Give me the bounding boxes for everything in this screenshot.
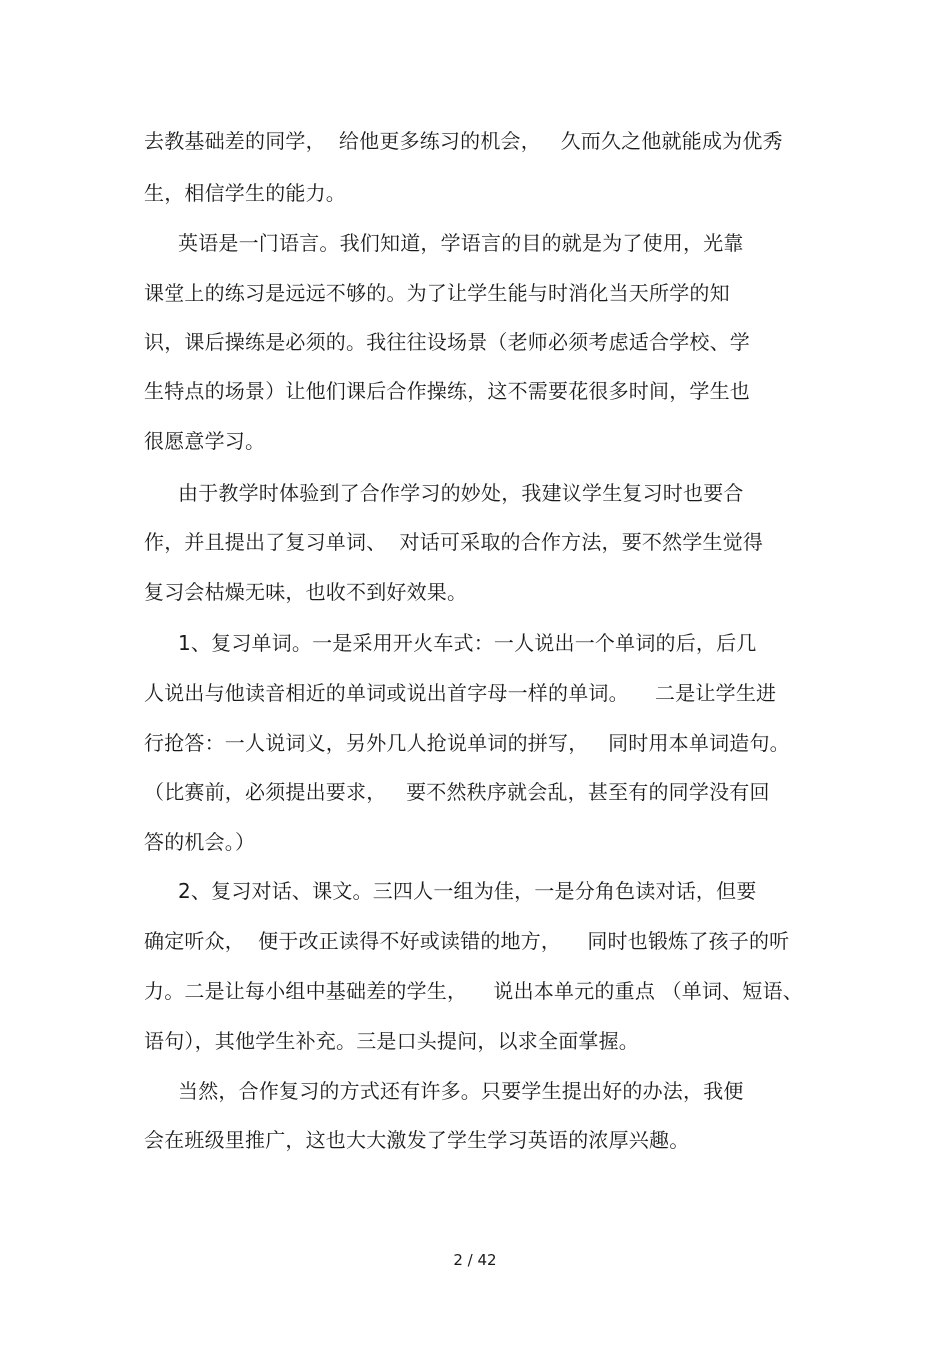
paragraph-1-line-1: 去教基础差的同学， 给他更多练习的机会， 久而久之他就能成为优秀: [144, 129, 783, 153]
paragraph-6-line-1: 当然，合作复习的方式还有许多。只要学生提出好的办法，我便: [178, 1079, 744, 1103]
paragraph-2-line-5: 很愿意学习。: [144, 429, 266, 453]
page-number: 2 / 42: [453, 1251, 497, 1269]
paragraph-5-line-2: 确定听众， 便于改正读得不好或读错的地方， 同时也锻炼了孩子的听: [144, 929, 790, 953]
paragraph-3-line-3: 复习会枯燥无味，也收不到好效果。: [144, 580, 468, 604]
paragraph-2-line-2: 课堂上的练习是远远不够的。为了让学生能与时消化当天所学的知: [144, 281, 730, 305]
paragraph-4-line-4: （比赛前，必须提出要求， 要不然秩序就会乱，甚至有的同学没有回: [144, 780, 770, 804]
paragraph-2-line-3: 识，课后操练是必须的。我往往设场景（老师必须考虑适合学校、学: [144, 330, 750, 354]
paragraph-5-line-1: 2、复习对话、课文。三四人一组为佳，一是分角色读对话，但要: [178, 879, 757, 903]
paragraph-4-line-1: 1、复习单词。一是采用开火车式：一人说出一个单词的后，后几: [178, 631, 757, 655]
paragraph-6-line-2: 会在班级里推广，这也大大激发了学生学习英语的浓厚兴趣。: [144, 1128, 690, 1152]
paragraph-4-line-3: 行抢答：一人说词义，另外几人抢说单词的拼写， 同时用本单词造句。: [144, 731, 790, 755]
paragraph-5-line-3: 力。二是让每小组中基础差的学生， 说出本单元的重点 （单词、短语、: [144, 979, 803, 1003]
paragraph-2-line-1: 英语是一门语言。我们知道，学语言的目的就是为了使用，光靠: [178, 231, 744, 255]
paragraph-4-line-2: 人说出与他读音相近的单词或说出首字母一样的单词。 二是让学生进: [144, 681, 777, 705]
paragraph-5-line-4: 语句），其他学生补充。三是口头提问，以求全面掌握。: [144, 1029, 639, 1053]
paragraph-2-line-4: 生特点的场景）让他们课后合作操练，这不需要花很多时间，学生也: [144, 379, 750, 403]
paragraph-4-line-5: 答的机会。）: [144, 830, 256, 854]
paragraph-1-line-2: 生，相信学生的能力。: [144, 181, 346, 205]
paragraph-3-line-1: 由于教学时体验到了合作学习的妙处，我建议学生复习时也要合: [178, 481, 744, 505]
paragraph-3-line-2: 作，并且提出了复习单词、 对话可采取的合作方法，要不然学生觉得: [144, 530, 764, 554]
